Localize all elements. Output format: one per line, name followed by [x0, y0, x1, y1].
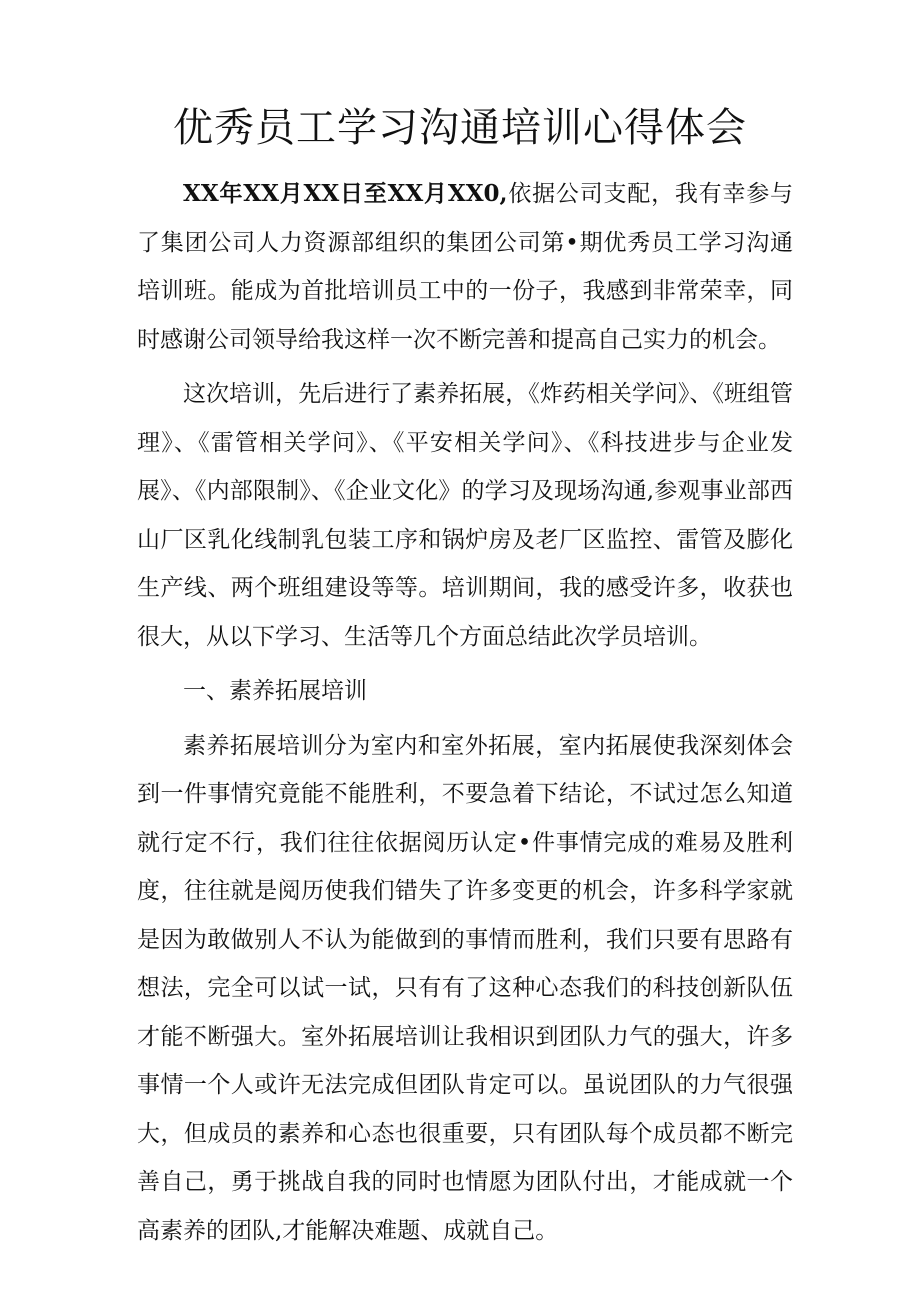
paragraph-quality-training: 素养拓展培训分为室内和室外拓展，室内拓展使我深刻体会到一件事情究竟能不能胜利，不要急着下结论，不试过怎么知道就行定不行，我们往往依据阅历认定•件事情完成的难易及胜利度，往往就是阅历使我们错失了许多变更的机会，许多科学家就是因为敢做别人不认为能做到的事情而胜利，我们只要有思路有想法，完全可以试一试，只有有了这种心态我们的科技创新队伍才能不断强大。室外拓展培训让我相识到团队力气的强大，许多事情一个人或许无法完成但团队肯定可以。虽说团队的力气很强大，但成员的素养和心态也很重要，只有团队每个成员都不断完善自己，勇于挑战自我的同时也情愿为团队付出，才能成就一个高素养的团队,才能解决难题、成就自己。 — [137, 732, 793, 1244]
document-title: 优秀员工学习沟通培训心得体会 — [173, 105, 747, 151]
date-range: XX年XX月XX日至XX月XX0, — [183, 180, 508, 207]
paragraph-training-overview: 这次培训，先后进行了素养拓展，《炸药相关学问》、《班组管理》、《雷管相关学问》、《平安相关学问》、《科技进步与企业发展》、《内部限制》、《企业文化》的学习及现场沟通,参观事业部西山厂区乳化线制乳包装工序和锅炉房及老厂区监控、雷管及膨化生产线、两个班组建设等等。培训期间，我的感受许多，收获也很大，从以下学习、生活等几个方面总结此次学员培训。 — [137, 381, 793, 650]
paragraph-intro-text: 依据公司支配，我有幸参与了集团公司人力资源部组织的集团公司第•期优秀员工学习沟通培训班。能成为首批培训员工中的一份子，我感到非常荣幸，同时感谢公司领导给我这样一次不断完善和提高自己实力的机会。 — [137, 181, 794, 353]
paragraph-intro — [137, 170, 793, 364]
section-heading-quality-training: 一、素养拓展培训 — [183, 678, 367, 704]
document-body — [137, 170, 793, 1255]
